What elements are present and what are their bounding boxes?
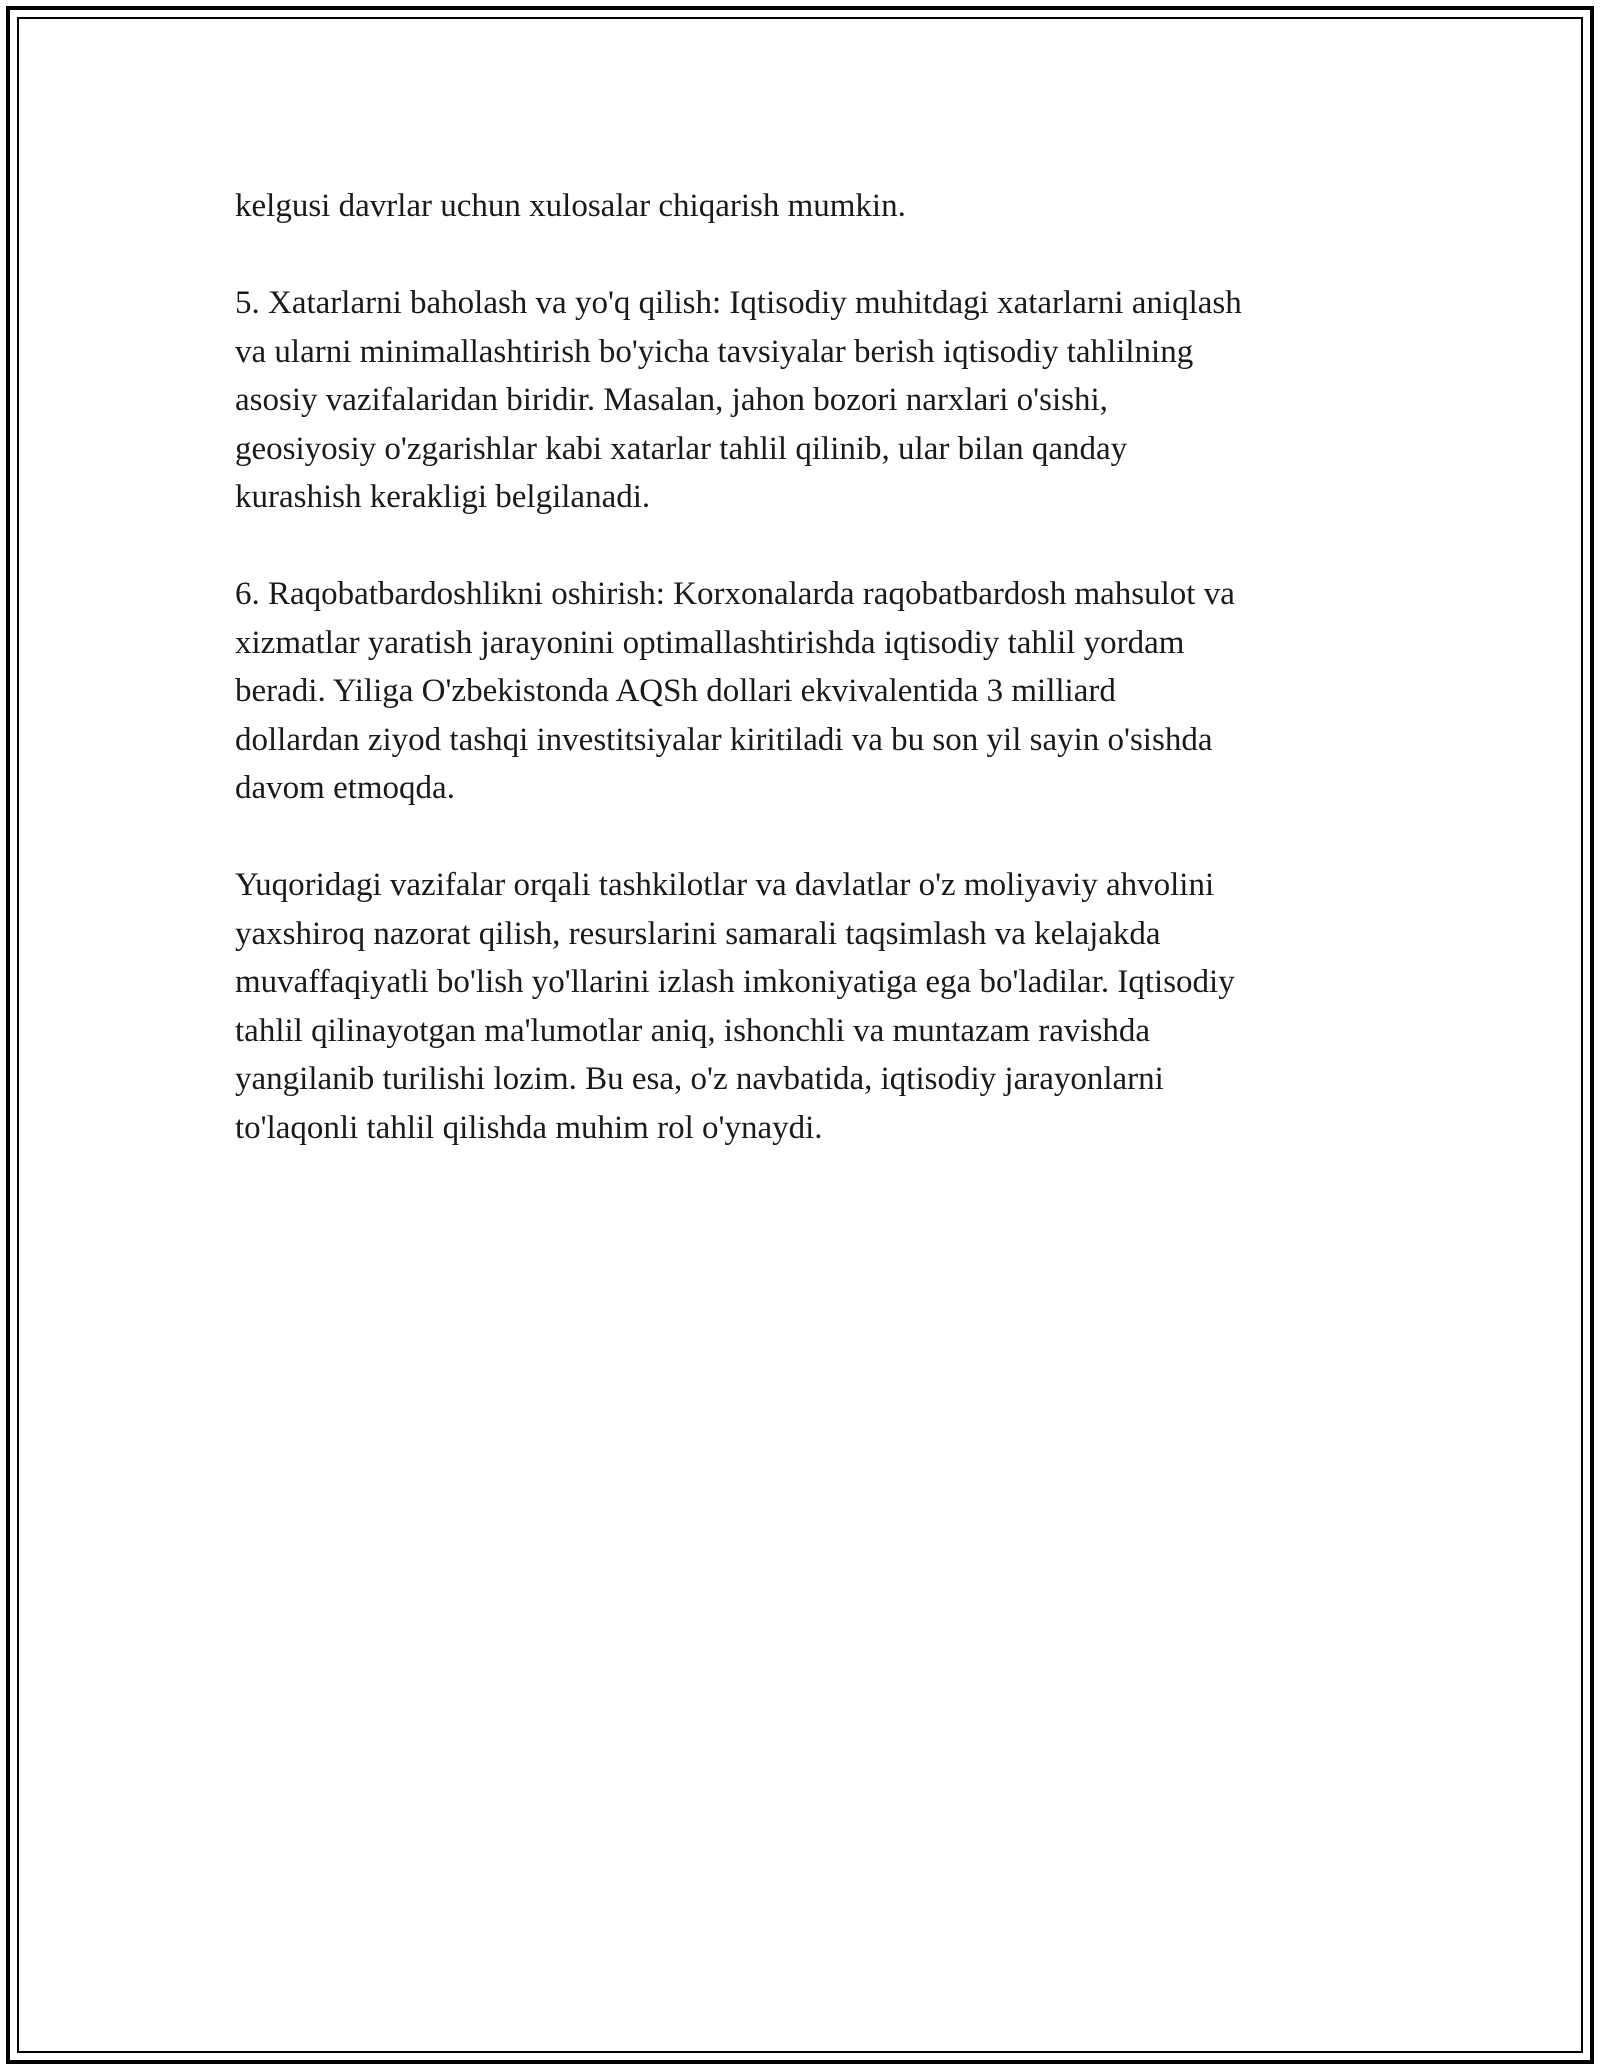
paragraph-conclusion: Yuqoridagi vazifalar orqali tashkilotlar va davlatlar o'z moliyaviy ahvolini yaxshiroq nazorat qilish, resurslarini samarali taqsimlash va kelajakda muvaffaqiyatli bo'lish yo'llarini izlash imkoniyatiga ega bo'ladilar. Iqtisodiy tahlil qilinayotgan ma'lumotlar aniq, ishonchli va muntazam ravishda yangilanib turilishi lozim. Bu esa, o'z navbatida, iqtisodiy jarayonlarni to'laqonli tahlil qilishda muhim rol o'ynaydi. (235, 867, 1235, 1146)
paragraph-risk-assessment: 5. Xatarlarni baholash va yo'q qilish: Iqtisodiy muhitdagi xatarlarni aniqlash va ularni minimallashtirish bo'yicha tavsiyalar berish iqtisodiy tahlilning asosiy vazifalaridan biridir. Masalan, jahon bozori narxlari o'sishi, geosiyosiy o'zgarishlar kabi xatarlar tahlil qilinib, ular bilan qanday kurashish kerakligi belgilanadi. (235, 285, 1242, 515)
paragraph-competitiveness: 6. Raqobatbardoshlikni oshirish: Korxonalarda raqobatbardosh mahsulot va xizmatlar yaratish jarayonini optimallashtirishda iqtisodiy tahlil yordam beradi. Yiliga O'zbekistonda AQSh dollari ekvivalentida 3 milliard dollardan ziyod tashqi investitsiyalar kiritiladi va bu son yil sayin o'sishda davom etmoqda. (235, 576, 1235, 806)
document-body (235, 182, 1365, 1201)
paragraph-continuation: kelgusi davrlar uchun xulosalar chiqarish mumkin. (235, 188, 906, 224)
